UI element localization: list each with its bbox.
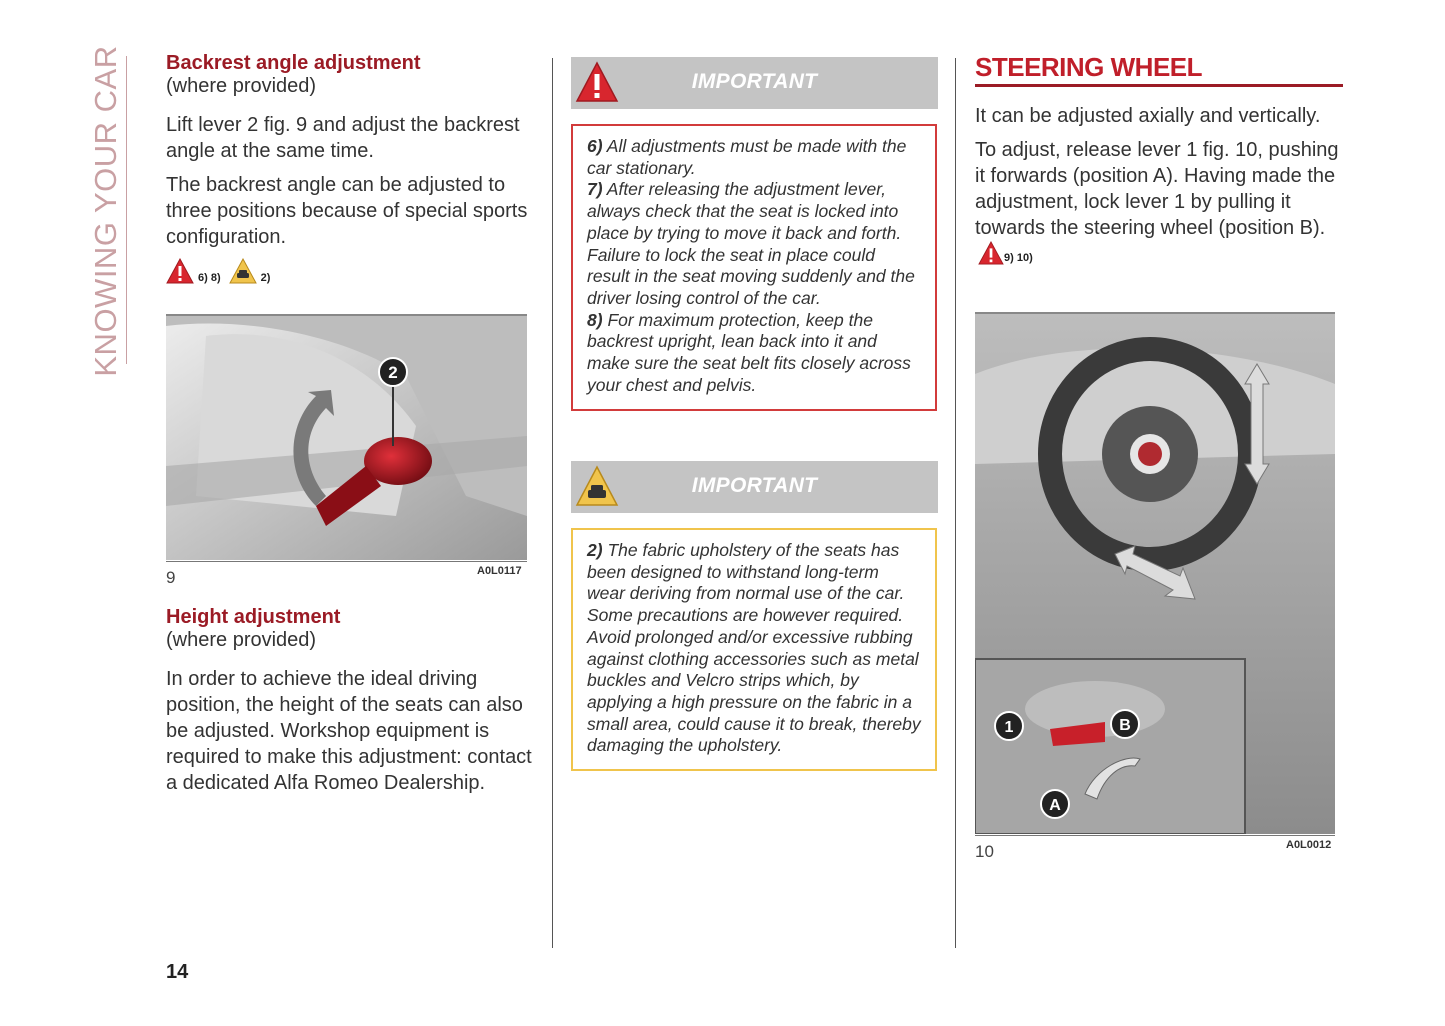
important-box-1 [571,124,937,411]
backrest-section [166,52,536,284]
figure-10-number: 10 [975,842,994,861]
steering-body [975,103,1345,279]
important-1-item-7: 7) After releasing the adjustment lever, always check that the seat is locked into place by trying to move it back and forth. Failure to lock the seat in place could result in the seat moving suddenly and the driver losing control of the car. [587,179,915,308]
figure-9-code: A0L0117 [477,565,522,577]
important-2-item-2: 2) The fabric upholstery of the seats has been designed to withstand long-term wear deriving from normal use of the car. Some precautions are however required. Avoid prolonged and/or excessive rubbing against clothing accessories such as metal buckles and Velcro strips which, by applying a high pressure on the fabric in a small area, could cause it to break, thereby damaging the upholstery. [587,540,921,756]
figure-9-callout-2: 2 [388,363,398,382]
steering-danger-references: 9) 10) [1004,252,1033,264]
important-header-2 [571,461,938,513]
caution-references: 2) [260,272,271,284]
side-divider [126,56,127,364]
figure-10-callout-a: A [1049,797,1061,814]
height-title: Height adjustment [166,606,341,628]
caution-car-icon [229,258,257,284]
steering-paragraph-2: To adjust, release lever 1 fig. 10, pushing it forwards (position A). Having made the adjustment, lock lever 1 by pulling it towards the steering wheel (position B). [975,139,1339,239]
figure-9-image [166,314,527,560]
figure-9-number: 9 [166,568,176,587]
column-divider-1 [552,58,553,948]
figure-10-image [975,312,1335,834]
important-header-1 [571,57,938,109]
danger-references: 6) 8) [198,272,221,284]
steering-title: STEERING WHEEL [975,52,1203,82]
important-label-1: IMPORTANT [691,70,818,93]
backrest-references [166,258,536,284]
backrest-paragraph-2: The backrest angle can be adjusted to three positions because of special sports configuration. [166,174,528,248]
backrest-note: (where provided) [166,75,317,97]
steering-wheel-illustration [975,314,1335,834]
important-box-2 [571,528,937,771]
section-side-label [56,45,156,377]
backrest-title: Backrest angle adjustment [166,52,421,74]
figure-10-code: A0L0012 [1286,839,1332,851]
figure-9-rule [166,561,527,562]
figure-10-callout-1: 1 [1004,719,1014,736]
steering-paragraph-1: It can be adjusted axially and vertically. [975,105,1321,127]
figure-10-callout-b: B [1119,717,1131,734]
height-paragraph: In order to achieve the ideal driving position, the height of the seats can also be adjusted. Workshop equipment is required to make this adjustment: contact a dedicated Alfa Romeo Dealership. [166,668,532,794]
danger-warning-icon [978,241,1004,265]
section-side-label-text: KNOWING YOUR CAR [88,45,123,377]
danger-warning-icon [166,258,194,284]
important-1-item-8: 8) For maximum protection, keep the backrest upright, lean back into it and make sure the seat belt fits closely across your chest and pelvis. [587,309,911,395]
page-number: 14 [166,961,189,983]
important-label-2: IMPORTANT [691,474,818,497]
figure-10-rule [975,835,1335,836]
important-1-item-6: 6) All adjustments must be made with the car stationary. [587,136,907,178]
height-section [166,606,536,804]
steering-title-rule [975,84,1343,87]
column-divider-2 [955,58,956,948]
backrest-paragraph-1: Lift lever 2 fig. 9 and adjust the backrest angle at the same time. [166,114,520,162]
seat-lever-illustration [166,316,527,560]
height-note: (where provided) [166,629,317,651]
